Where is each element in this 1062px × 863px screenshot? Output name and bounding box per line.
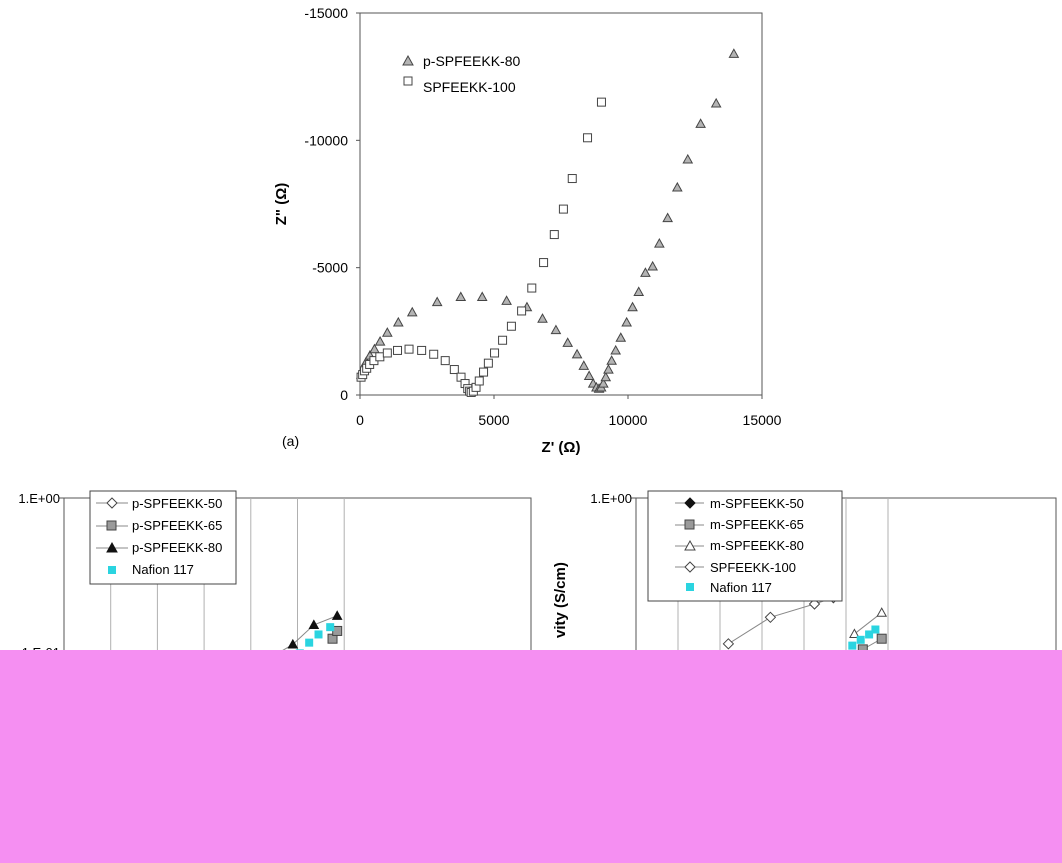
panel-a-point-triangle	[433, 298, 442, 306]
legend-marker-square	[404, 77, 412, 85]
panel-a-point-triangle	[394, 318, 403, 326]
panel-a-point-square	[394, 346, 402, 354]
panel-a-point-square	[507, 322, 515, 330]
panel-a-point-triangle	[673, 183, 682, 191]
panel-a-point-square	[418, 346, 426, 354]
panel-a-y-tick-label: -5000	[312, 259, 348, 276]
panel-a-point-square	[480, 368, 488, 376]
panel-a-point-square	[540, 259, 548, 267]
panel-a-point-square	[499, 336, 507, 344]
legend-marker-triangle	[403, 56, 413, 65]
panel-b-y-tick-label: 1.E+00	[18, 491, 60, 506]
panel-a-point-triangle	[538, 314, 547, 322]
panel-a-impedance-plot	[273, 5, 782, 456]
panel-a-point-triangle	[383, 328, 392, 336]
legend-label-m-spfeekk-80: m-SPFEEKK-80	[710, 538, 804, 553]
legend-label-p-spfeekk-50: p-SPFEEKK-50	[132, 496, 223, 511]
panel-a-point-square	[376, 353, 384, 361]
panel-a-point-square	[405, 345, 413, 353]
legend-marker-square-gray	[685, 520, 694, 529]
panel-b-point-square-cyan	[305, 639, 313, 647]
panel-a-point-triangle	[585, 371, 594, 379]
panel-a-point-triangle	[563, 338, 572, 346]
panel-a-x-tick-label: 10000	[608, 412, 648, 428]
panel-a-point-triangle	[408, 308, 417, 316]
panel-a-plot-frame	[360, 13, 762, 395]
occluding-overlay	[0, 650, 1062, 863]
panel-a-label: (a)	[282, 433, 300, 449]
panel-a-point-triangle	[551, 326, 560, 334]
legend-label-p-spfeekk-65: p-SPFEEKK-65	[132, 518, 223, 533]
panel-a-point-square	[450, 366, 458, 374]
panel-c-point-square-cyan	[871, 625, 879, 633]
panel-a-y-tick-label: 0	[340, 387, 348, 403]
panel-a-point-triangle	[712, 99, 721, 107]
panel-a-point-triangle	[478, 292, 487, 300]
panel-c-y-tick-label: 1.E+00	[590, 491, 632, 506]
panel-a-point-square	[559, 205, 567, 213]
legend-label-spfeekk-100: SPFEEKK-100	[423, 79, 516, 95]
legend-marker-square-cyan	[108, 566, 116, 574]
panel-a-y-axis-label: Z" (Ω)	[273, 182, 290, 226]
panel-a-point-square	[518, 307, 526, 315]
panel-b-point-triangle-filled	[309, 620, 318, 628]
panel-a-legend	[403, 53, 520, 95]
panel-c-y-axis-label: vity (S/cm)	[552, 562, 569, 638]
panel-c-point-square-cyan	[857, 636, 865, 644]
panel-a-point-square	[584, 134, 592, 142]
panel-c-legend	[648, 491, 842, 601]
panel-a-point-triangle	[696, 119, 705, 127]
panel-a-point-square	[528, 284, 536, 292]
panel-c-point-triangle-open	[877, 608, 886, 616]
legend-label-p-spfeekk-80: p-SPFEEKK-80	[423, 53, 521, 69]
panel-a-point-triangle	[628, 303, 637, 311]
panel-c-point-square-gray	[877, 634, 886, 643]
panel-a-y-tick-label: -10000	[304, 132, 348, 149]
panel-a-point-square	[597, 98, 605, 106]
panel-a-x-axis-label: Z' (Ω)	[541, 439, 581, 456]
panel-a-point-square	[568, 175, 576, 183]
legend-label-nafion-117: Nafion 117	[710, 580, 772, 595]
panel-a-point-triangle	[622, 318, 631, 326]
panel-a-x-tick-label: 15000	[742, 412, 782, 428]
legend-label-m-spfeekk-65: m-SPFEEKK-65	[710, 517, 804, 532]
panel-a-point-triangle	[573, 350, 582, 358]
legend-label-nafion-117: Nafion 117	[132, 562, 194, 577]
panel-a-point-triangle	[456, 292, 465, 300]
panel-a-point-triangle	[683, 155, 692, 163]
panel-c-point-diamond-open	[765, 612, 775, 622]
panel-a-y-tick-label: -15000	[304, 5, 348, 21]
panel-a-point-triangle	[611, 346, 620, 354]
panel-a-point-square	[484, 359, 492, 367]
panel-c-point-diamond-open	[723, 639, 733, 649]
panel-a-point-triangle	[579, 361, 588, 369]
panel-b-point-triangle-filled	[333, 611, 342, 619]
panel-a-point-triangle	[376, 337, 385, 345]
panel-a-point-square	[475, 377, 483, 385]
legend-label-m-spfeekk-50: m-SPFEEKK-50	[710, 496, 804, 511]
panel-b-legend	[90, 491, 236, 584]
panel-a-point-square	[441, 357, 449, 365]
legend-marker-square-cyan	[686, 583, 694, 591]
panel-a-point-triangle	[655, 239, 664, 247]
panel-a-point-triangle	[502, 296, 511, 304]
panel-a-point-triangle	[604, 365, 613, 373]
legend-marker-square-gray	[107, 521, 116, 530]
panel-a-point-triangle	[370, 345, 379, 353]
panel-a-x-tick-label: 5000	[478, 412, 510, 428]
panel-a-point-triangle	[729, 49, 738, 57]
legend-label-p-spfeekk-80: p-SPFEEKK-80	[132, 540, 223, 555]
panel-a-point-triangle	[648, 262, 657, 270]
panel-b-point-square-cyan	[315, 630, 323, 638]
panel-c-point-square-cyan	[848, 642, 856, 650]
panel-a-point-square	[430, 350, 438, 358]
panel-a-point-triangle	[601, 373, 610, 381]
panel-a-point-triangle	[607, 356, 616, 364]
panel-b-point-square-cyan	[326, 623, 334, 631]
panel-a-point-triangle	[663, 214, 672, 222]
legend-label-spfeekk-100: SPFEEKK-100	[710, 560, 796, 575]
panel-a-point-square	[550, 231, 558, 239]
panel-a-x-tick-label: 0	[356, 412, 364, 428]
panel-a-point-square	[383, 349, 391, 357]
panel-a-point-triangle	[616, 333, 625, 341]
panel-a-point-square	[491, 349, 499, 357]
panel-a-point-triangle	[634, 287, 643, 295]
